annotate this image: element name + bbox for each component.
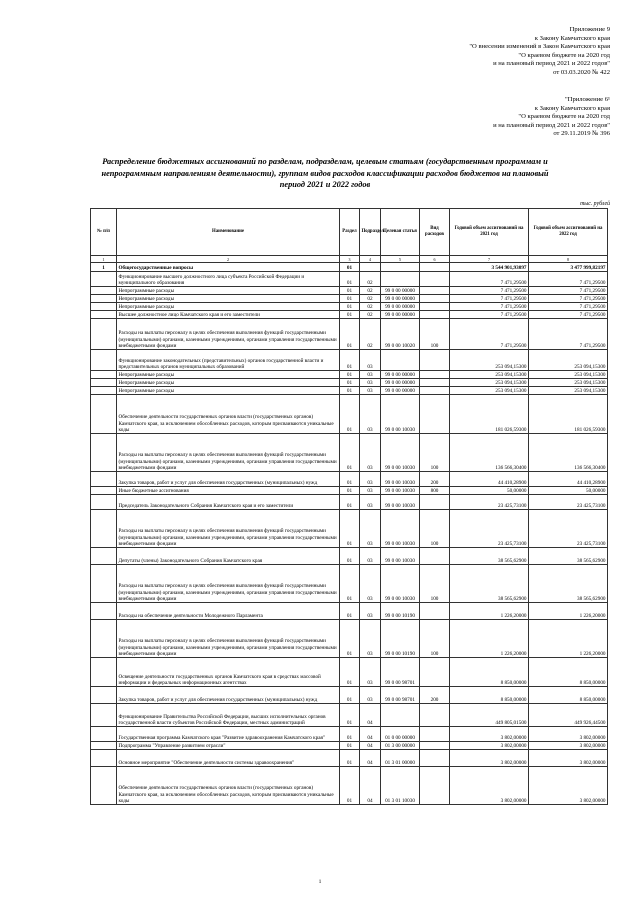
row-name: Непрограммные расходы: [117, 371, 340, 379]
row-number: [91, 472, 117, 487]
row-kind: [420, 395, 450, 434]
row-amount-2022: 1 226,20000: [529, 603, 608, 620]
row-name: Расходы на выплаты персоналу в целях обеспечения выполнения функций государственными (муниципальными) органами, казенными учреждениями, органами управления государственными внебюджетными фондами: [117, 510, 340, 548]
table-row: [91, 750, 608, 767]
row-subsection: 03: [360, 603, 381, 620]
row-number: [91, 287, 117, 295]
row-name: Расходы на выплаты персоналу в целях обеспечения выполнения функций государственными (муниципальными) органами, казенными учреждениями, органами управления государственными внебюджетными фондами: [117, 434, 340, 472]
row-target: 99 0 00 98701: [381, 687, 420, 704]
row-amount-2021: 7 471,29500: [450, 272, 529, 287]
row-target: 99 0 00 00000: [381, 295, 420, 303]
table-row: [91, 295, 608, 303]
row-name: Непрограммные расходы: [117, 379, 340, 387]
row-amount-2022: 8 850,00000: [529, 658, 608, 687]
row-name: Расходы на выплаты персоналу в целях обеспечения выполнения функций государственными (муниципальными) органами, казенными учреждениями, органами управления государственными внебюджетными фондами: [117, 319, 340, 350]
row-kind: 100: [420, 620, 450, 658]
header-line: "О краевом бюджете на 2020 год: [518, 113, 610, 121]
table-row: [91, 303, 608, 311]
row-amount-2022: 38 565,62900: [529, 548, 608, 565]
row-subsection: 03: [360, 495, 381, 510]
row-name: Общегосударственные вопросы: [117, 263, 340, 272]
row-number: [91, 727, 117, 742]
row-number: [91, 311, 117, 319]
row-subsection: 03: [360, 687, 381, 704]
header-line: и на плановый период 2021 и 2022 годов": [493, 121, 610, 129]
row-number: [91, 742, 117, 750]
row-kind: [420, 379, 450, 387]
row-section: 01: [340, 658, 360, 687]
row-target: 99 0 00 00000: [381, 303, 420, 311]
row-section: 01: [340, 565, 360, 603]
row-kind: [420, 495, 450, 510]
row-number: [91, 272, 117, 287]
colnum: 8: [529, 256, 608, 263]
row-subsection: 02: [360, 272, 381, 287]
row-kind: [420, 272, 450, 287]
row-kind: [420, 658, 450, 687]
row-amount-2021: 253 094,15300: [450, 350, 529, 371]
appendix-header-original: [493, 96, 610, 139]
row-target: 99 0 00 10020: [381, 319, 420, 350]
row-section: 01: [340, 750, 360, 767]
row-kind: [420, 767, 450, 805]
row-section: 01: [340, 487, 360, 495]
table-row: [91, 620, 608, 658]
row-section: 01: [340, 272, 360, 287]
row-section: 01: [340, 311, 360, 319]
row-amount-2021: 7 471,29500: [450, 287, 529, 295]
row-section: 01: [340, 687, 360, 704]
row-name: Обеспечение деятельности государственных органов власти (государственных органов) Камчатского края, за исключением обособленных расходов, которым присваиваются уникальные коды: [117, 767, 340, 805]
row-kind: 200: [420, 472, 450, 487]
row-amount-2022: 181 026,59300: [529, 395, 608, 434]
row-amount-2022: 136 566,30400: [529, 434, 608, 472]
row-name: Депутаты (члены) Законодательного Собрания Камчатского края: [117, 548, 340, 565]
row-amount-2021: 253 094,15300: [450, 379, 529, 387]
row-target: 99 0 00 10030: [381, 495, 420, 510]
row-amount-2022: 7 471,29500: [529, 295, 608, 303]
row-subsection: 03: [360, 658, 381, 687]
row-amount-2021: 38 565,62900: [450, 548, 529, 565]
row-amount-2022: 8 850,00000: [529, 687, 608, 704]
header-target: Целевая статья: [381, 209, 420, 256]
row-number: [91, 295, 117, 303]
row-kind: 100: [420, 319, 450, 350]
row-number: [91, 750, 117, 767]
row-subsection: 03: [360, 548, 381, 565]
row-subsection: 04: [360, 727, 381, 742]
row-name: Расходы на выплаты персоналу в целях обеспечения выполнения функций государственными (муниципальными) органами, казенными учреждениями, органами управления государственными внебюджетными фондами: [117, 620, 340, 658]
header-name: Наименование: [117, 209, 340, 256]
row-kind: [420, 704, 450, 727]
colnum: 6: [420, 256, 450, 263]
table-row: [91, 272, 608, 287]
row-name: Освещение деятельности государственных органов Камчатского края в средствах массовой информации и федеральных информационных агентствах: [117, 658, 340, 687]
row-target: 99 0 00 00000: [381, 311, 420, 319]
row-amount-2021: 44 410,28900: [450, 472, 529, 487]
row-amount-2021: 1 226,20000: [450, 603, 529, 620]
row-target: 99 0 00 10030: [381, 510, 420, 548]
table-row: [91, 548, 608, 565]
row-amount-2021: 449 805,01500: [450, 704, 529, 727]
row-number: [91, 350, 117, 371]
row-subsection: 02: [360, 303, 381, 311]
row-amount-2022: 3 802,00000: [529, 750, 608, 767]
row-name: Непрограммные расходы: [117, 287, 340, 295]
row-target: [381, 704, 420, 727]
row-kind: [420, 548, 450, 565]
row-kind: [420, 750, 450, 767]
table-row: [91, 495, 608, 510]
header-line: "О краевом бюджете на 2020 год: [518, 51, 610, 59]
row-number: [91, 704, 117, 727]
row-amount-2021: 7 471,29500: [450, 311, 529, 319]
row-subsection: 03: [360, 350, 381, 371]
row-amount-2021: 23 425,73100: [450, 510, 529, 548]
row-kind: [420, 303, 450, 311]
header-line: к Закону Камчатского края: [534, 104, 610, 112]
row-section: 01: [340, 603, 360, 620]
table-row: [91, 704, 608, 727]
row-name: Закупка товаров, работ и услуг для обеспечения государственных (муниципальных) нужд: [117, 472, 340, 487]
row-kind: 200: [420, 687, 450, 704]
row-section: 01: [340, 472, 360, 487]
row-subsection: 02: [360, 287, 381, 295]
row-amount-2022: 3 477 999,82197: [529, 263, 608, 272]
row-section: 01: [340, 319, 360, 350]
row-amount-2022: 50,00000: [529, 487, 608, 495]
row-section: 01: [340, 434, 360, 472]
row-amount-2021: 7 471,29500: [450, 295, 529, 303]
row-amount-2022: 449 926,44500: [529, 704, 608, 727]
row-name: Функционирование высшего должностного лица субъекта Российской Федерации и муниципального образования: [117, 272, 340, 287]
row-number: [91, 303, 117, 311]
row-name: Высшее должностное лицо Камчатского края и его заместители: [117, 311, 340, 319]
row-name: Расходы на выплаты персоналу в целях обеспечения выполнения функций государственными (муниципальными) органами, казенными учреждениями, органами управления государственными внебюджетными фондами: [117, 565, 340, 603]
table-row: [91, 767, 608, 805]
row-section: 01: [340, 704, 360, 727]
table-row: [91, 658, 608, 687]
row-number: [91, 658, 117, 687]
table-row: [91, 510, 608, 548]
table-header-row: [91, 209, 608, 256]
row-number: [91, 379, 117, 387]
row-amount-2022: 3 802,00000: [529, 727, 608, 742]
row-kind: 100: [420, 510, 450, 548]
row-kind: 100: [420, 434, 450, 472]
row-amount-2022: 7 471,29500: [529, 311, 608, 319]
row-target: 99 0 00 00000: [381, 387, 420, 395]
table-row: [91, 727, 608, 742]
table-row: [91, 434, 608, 472]
row-name: Непрограммные расходы: [117, 295, 340, 303]
row-section: 01: [340, 303, 360, 311]
header-line: к Закону Камчатского края: [534, 34, 610, 42]
row-section: 01: [340, 727, 360, 742]
row-section: 01: [340, 295, 360, 303]
row-target: 01 0 00 00000: [381, 727, 420, 742]
row-section: 01: [340, 350, 360, 371]
row-subsection: 04: [360, 704, 381, 727]
header-line: "О внесении изменений в Закон Камчатского края: [469, 43, 610, 51]
row-number: [91, 620, 117, 658]
row-target: [381, 272, 420, 287]
row-amount-2021: 253 094,15300: [450, 371, 529, 379]
row-amount-2022: 44 410,28900: [529, 472, 608, 487]
row-number: [91, 510, 117, 548]
header-num: № п/п: [91, 209, 117, 256]
row-name: Непрограммные расходы: [117, 303, 340, 311]
row-kind: [420, 350, 450, 371]
row-amount-2021: 50,00000: [450, 487, 529, 495]
colnum: 5: [381, 256, 420, 263]
row-section: 01: [340, 379, 360, 387]
row-subsection: 03: [360, 379, 381, 387]
table-row: [91, 287, 608, 295]
table-row: [91, 603, 608, 620]
header-section: Раздел: [340, 209, 360, 256]
row-target: 01 3 00 00000: [381, 742, 420, 750]
colnum: 1: [91, 256, 117, 263]
row-number: 1: [91, 263, 117, 272]
table-row: [91, 311, 608, 319]
row-target: 99 0 00 10190: [381, 603, 420, 620]
row-amount-2021: 38 565,62900: [450, 565, 529, 603]
colnum: 4: [360, 256, 381, 263]
colnum: 2: [117, 256, 340, 263]
row-kind: [420, 727, 450, 742]
row-name: Основное мероприятие "Обеспечение деятельности системы здравоохранения": [117, 750, 340, 767]
row-section: 01: [340, 395, 360, 434]
appendix-header-current: [469, 26, 610, 78]
row-amount-2021: 3 802,00000: [450, 767, 529, 805]
row-subsection: 02: [360, 295, 381, 303]
row-amount-2021: 3 802,00000: [450, 750, 529, 767]
row-target: [381, 350, 420, 371]
table-row: [91, 687, 608, 704]
row-kind: 100: [420, 565, 450, 603]
row-amount-2021: 23 425,73100: [450, 495, 529, 510]
table-row: [91, 371, 608, 379]
row-amount-2021: 3 802,00000: [450, 727, 529, 742]
row-target: [381, 263, 420, 272]
table-row: [91, 379, 608, 387]
row-name: Расходы на обеспечение деятельности Молодежного Парламента: [117, 603, 340, 620]
row-amount-2022: 253 094,15300: [529, 387, 608, 395]
row-subsection: 03: [360, 371, 381, 379]
document-title: Распределение бюджетных ассигнований по разделам, подразделам, целевым статьям (государственным программам и непрограммным направлениям деятельности), группам видов расходов классификации расходов бюджетов на плановый период 2021 и 2022 годов: [101, 157, 549, 190]
row-amount-2021: 8 850,00000: [450, 658, 529, 687]
table-row: [91, 472, 608, 487]
header-subsection: Подраздел: [360, 209, 381, 256]
row-number: [91, 487, 117, 495]
row-subsection: 03: [360, 620, 381, 658]
column-numbers-row: [91, 256, 608, 263]
row-number: [91, 395, 117, 434]
units-label: тыс. рублей: [580, 201, 610, 207]
row-target: 01 3 01 00000: [381, 750, 420, 767]
row-name: Закупка товаров, работ и услуг для обеспечения государственных (муниципальных) нужд: [117, 687, 340, 704]
row-kind: [420, 311, 450, 319]
row-section: 01: [340, 287, 360, 295]
row-name: Председатель Законодательного Собрания Камчатского края и его заместители: [117, 495, 340, 510]
header-line: от 03.03.2020 № 422: [553, 68, 610, 76]
table-row: [91, 350, 608, 371]
row-subsection: 04: [360, 750, 381, 767]
row-amount-2022: 253 094,15300: [529, 371, 608, 379]
row-section: 01: [340, 387, 360, 395]
row-number: [91, 548, 117, 565]
row-number: [91, 687, 117, 704]
row-amount-2021: 3 544 901,93097: [450, 263, 529, 272]
row-target: 99 0 00 10030: [381, 565, 420, 603]
row-amount-2022: 7 471,29500: [529, 303, 608, 311]
page-number: 1: [318, 879, 322, 885]
row-amount-2021: 7 471,29500: [450, 319, 529, 350]
row-section: 01: [340, 263, 360, 272]
row-subsection: 02: [360, 311, 381, 319]
row-amount-2022: 7 471,29500: [529, 319, 608, 350]
row-subsection: 03: [360, 387, 381, 395]
row-amount-2021: 3 802,00000: [450, 742, 529, 750]
table-row: [91, 565, 608, 603]
header-line: "Приложение 6¹: [564, 96, 610, 103]
table-row: [91, 395, 608, 434]
row-kind: [420, 742, 450, 750]
row-number: [91, 565, 117, 603]
row-amount-2021: 7 471,29500: [450, 303, 529, 311]
row-number: [91, 603, 117, 620]
row-amount-2022: 38 565,62900: [529, 565, 608, 603]
row-amount-2022: 7 471,29500: [529, 287, 608, 295]
row-amount-2021: 1 226,20000: [450, 620, 529, 658]
row-amount-2022: 1 226,20000: [529, 620, 608, 658]
row-section: 01: [340, 548, 360, 565]
row-kind: [420, 287, 450, 295]
row-kind: [420, 603, 450, 620]
budget-table: [90, 208, 608, 805]
row-name: Функционирование законодательных (представительных) органов государственной власти и представительных органов муниципальных образований: [117, 350, 340, 371]
table-row: [91, 263, 608, 272]
row-number: [91, 319, 117, 350]
row-name: Непрограммные расходы: [117, 387, 340, 395]
row-target: 99 0 00 10030: [381, 487, 420, 495]
header-2022: Годовой объем ассигнований на 2022 год: [529, 209, 608, 256]
row-kind: 800: [420, 487, 450, 495]
row-subsection: 03: [360, 434, 381, 472]
row-name: Подпрограмма "Управление развитием отрасли": [117, 742, 340, 750]
row-amount-2021: 8 850,00000: [450, 687, 529, 704]
row-section: 01: [340, 371, 360, 379]
row-section: 01: [340, 495, 360, 510]
header-line: Приложение 9: [569, 26, 610, 33]
header-line: от 29.11.2019 № 396: [553, 130, 610, 138]
row-section: 01: [340, 742, 360, 750]
row-target: 99 0 00 10030: [381, 395, 420, 434]
row-kind: [420, 371, 450, 379]
row-amount-2022: 3 802,00000: [529, 767, 608, 805]
row-name: Иные бюджетные ассигнования: [117, 487, 340, 495]
colnum: 7: [450, 256, 529, 263]
row-target: 01 3 01 10030: [381, 767, 420, 805]
header-line: и на плановый период 2021 и 2022 годов": [493, 60, 610, 68]
row-target: 99 0 00 00000: [381, 371, 420, 379]
row-section: 01: [340, 510, 360, 548]
row-subsection: 03: [360, 565, 381, 603]
row-kind: [420, 295, 450, 303]
row-target: 99 0 00 10030: [381, 472, 420, 487]
table-row: [91, 487, 608, 495]
row-name: Обеспечение деятельности государственных органов власти (государственных органов) Камчатского края, за исключением обособленных расходов, которым присваиваются уникальные коды: [117, 395, 340, 434]
row-subsection: 03: [360, 395, 381, 434]
row-amount-2022: 253 094,15300: [529, 379, 608, 387]
row-number: [91, 434, 117, 472]
row-amount-2021: 253 094,15300: [450, 387, 529, 395]
row-amount-2021: 136 566,30400: [450, 434, 529, 472]
row-target: 99 0 00 10030: [381, 548, 420, 565]
row-kind: [420, 387, 450, 395]
row-amount-2022: 7 471,29500: [529, 272, 608, 287]
row-amount-2022: 23 425,73100: [529, 510, 608, 548]
row-section: 01: [340, 767, 360, 805]
row-amount-2022: 253 094,15300: [529, 350, 608, 371]
row-target: 99 0 00 10190: [381, 620, 420, 658]
row-amount-2022: 23 425,73100: [529, 495, 608, 510]
row-subsection: 03: [360, 472, 381, 487]
row-target: 99 0 00 00000: [381, 287, 420, 295]
row-subsection: 03: [360, 510, 381, 548]
row-target: 99 0 00 00000: [381, 379, 420, 387]
row-kind: [420, 263, 450, 272]
table-row: [91, 387, 608, 395]
row-subsection: 04: [360, 767, 381, 805]
header-2021: Годовой объем ассигнований на 2021 год: [450, 209, 529, 256]
row-subsection: 03: [360, 487, 381, 495]
row-name: Государственная программа Камчатского края "Развитие здравоохранения Камчатского края": [117, 727, 340, 742]
row-subsection: 04: [360, 742, 381, 750]
row-amount-2021: 181 026,59300: [450, 395, 529, 434]
colnum: 3: [340, 256, 360, 263]
row-target: 99 0 00 10030: [381, 434, 420, 472]
row-subsection: [360, 263, 381, 272]
row-section: 01: [340, 620, 360, 658]
row-name: Функционирование Правительства Российской Федерации, высших исполнительных органов государственной власти субъектов Российской Федерации, местных администраций: [117, 704, 340, 727]
row-number: [91, 371, 117, 379]
header-kind: Вид расходов: [420, 209, 450, 256]
row-subsection: 02: [360, 319, 381, 350]
row-target: 99 0 00 98701: [381, 658, 420, 687]
table-row: [91, 742, 608, 750]
row-amount-2022: 3 802,00000: [529, 742, 608, 750]
row-number: [91, 767, 117, 805]
row-number: [91, 495, 117, 510]
table-row: [91, 319, 608, 350]
row-number: [91, 387, 117, 395]
